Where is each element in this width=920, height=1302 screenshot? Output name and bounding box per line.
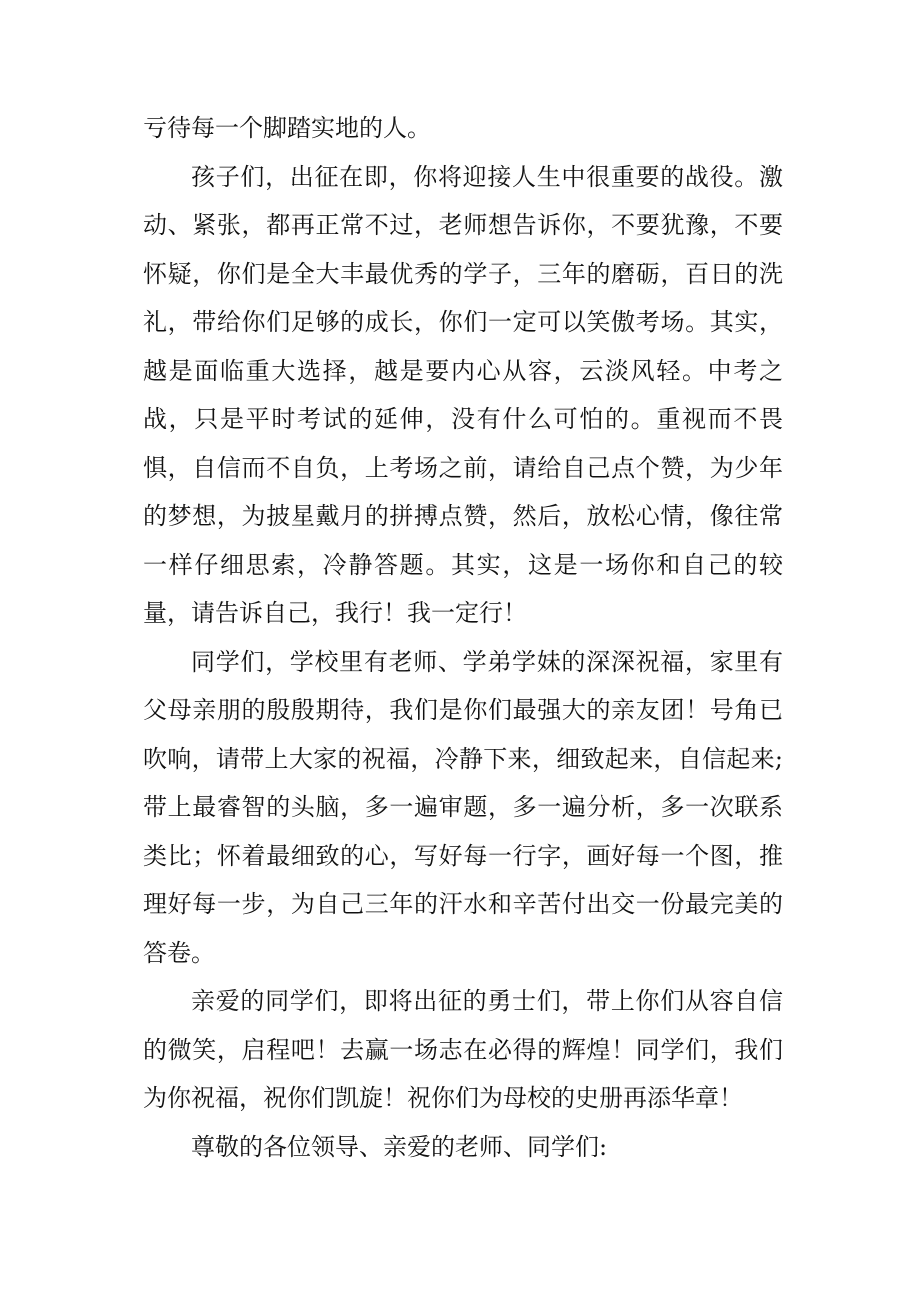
paragraph-1: 亏待每一个脚踏实地的人。 <box>143 114 431 142</box>
body-text <box>143 104 783 1171</box>
paragraph-3: 同学们，学校里有老师、学弟学妹的深深祝福，家里有父母亲朋的殷殷期待，我们是你们最强大的亲友团！号角已吹响，请带上大家的祝福，冷静下来，细致起来，自信起来;带上最睿智的头脑，多一遍审题，多一遍分析，多一次联系类比；怀着最细致的心，写好每一行字，画好每一个图，推理好每一步，为自己三年的汗水和辛苦付出交一份最完美的答卷。 <box>143 647 783 967</box>
paragraph-5: 尊敬的各位领导、亲爱的老师、同学们: <box>191 1132 608 1161</box>
paragraph-4: 亲爱的同学们，即将出征的勇士们，带上你们从容自信的微笑，启程吧！去赢一场志在必得的辉煌！同学们，我们为你祝福，祝你们凯旋！祝你们为母校的史册再添华章！ <box>143 987 783 1112</box>
paragraph-2: 孩子们，出征在即，你将迎接人生中很重要的战役。激动、紧张，都再正常不过，老师想告诉你，不要犹豫，不要怀疑，你们是全大丰最优秀的学子，三年的磨砺，百日的洗礼，带给你们足够的成长，你们一定可以笑傲考场。其实，越是面临重大选择，越是要内心从容，云淡风轻。中考之战，只是平时考试的延伸，没有什么可怕的。重视而不畏惧，自信而不自负，上考场之前，请给自己点个赞，为少年的梦想，为披星戴月的拼搏点赞，然后，放松心情，像往常一样仔细思索，冷静答题。其实，这是一场你和自己的较量，请告诉自己，我行！我一定行！ <box>143 162 783 627</box>
